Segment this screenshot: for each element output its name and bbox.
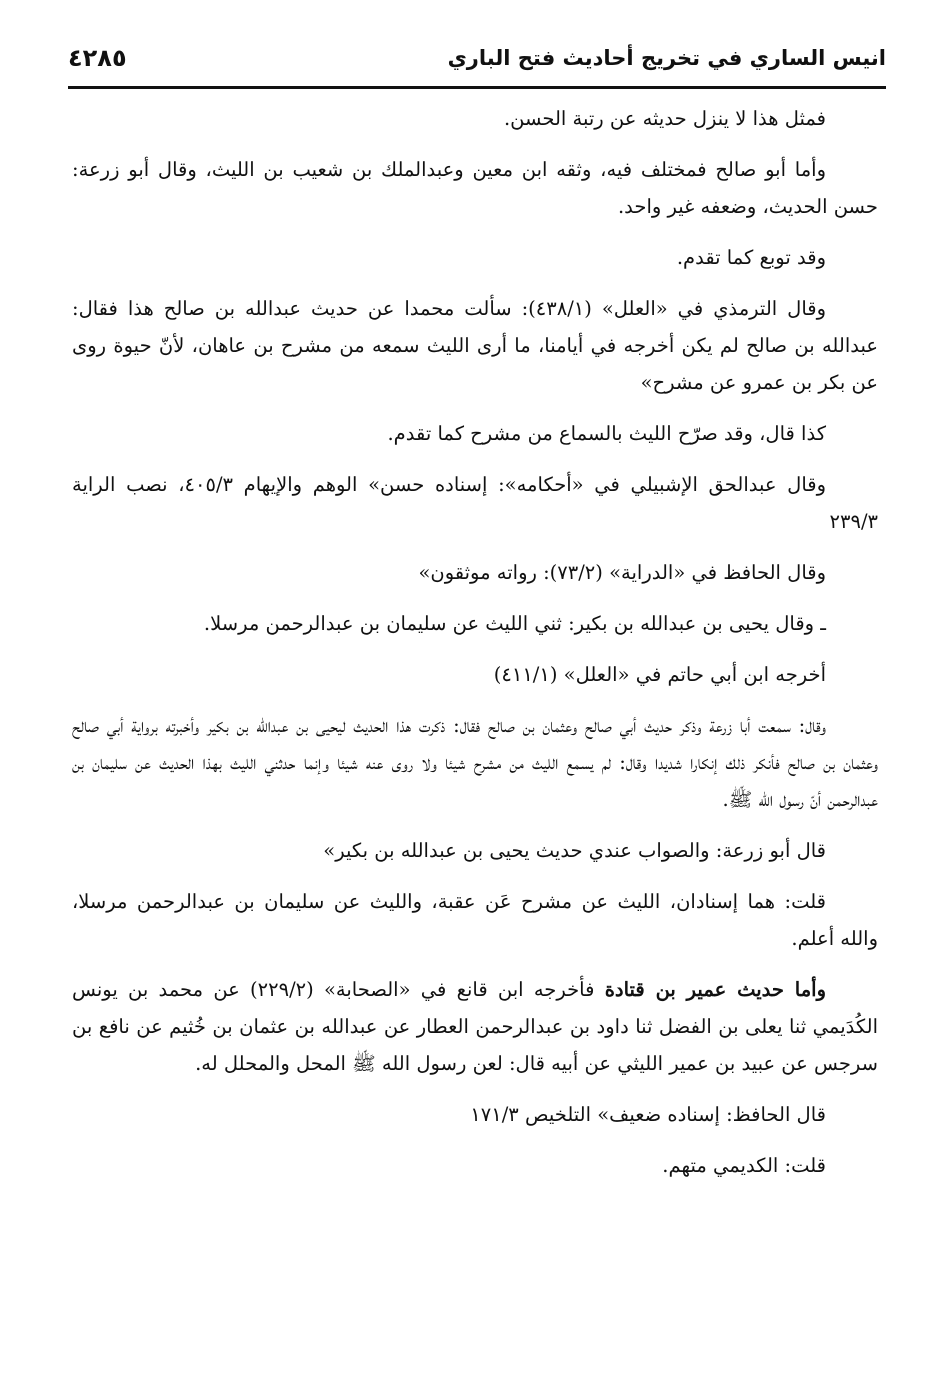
paragraph-11: قال أبو زرعة: والصواب عندي حديث يحيى بن عبدالله بن بكير» (323, 839, 826, 862)
paragraph-13-text: فأخرجه ابن قانع في «الصحابة» (٢٢٩/٢) عن محمد بن يونس الكُدَيمي ثنا يعلى بن الفضل ثنا داود بن عبدالرحمن العطار عن عبدالله بن عثمان بن خُثيم عن نافع بن سرجس عن عبيد بن عمير الليثي عن أبيه قال: لعن رسول الله ﷺ المحل والمحلل له. (72, 978, 878, 1075)
paragraph-12: قلت: هما إسنادان، الليث عن مشرح عَن عقبة، والليث عن سليمان بن عبدالرحمن مرسلا، والله أعلم. (72, 890, 878, 950)
header-divider (68, 86, 886, 89)
running-title: انيس الساري في تخريج أحاديث فتح الباري (447, 46, 886, 70)
paragraph-8: ـ وقال يحيى بن عبدالله بن بكير: ثني الليث عن سليمان بن عبدالرحمن مرسلا. (203, 612, 826, 635)
paragraph-15: قلت: الكديمي متهم. (662, 1154, 826, 1177)
paragraph-5: كذا قال، وقد صرّح الليث بالسماع من مشرح كما تقدم. (387, 422, 826, 445)
page-body (72, 100, 878, 1198)
paragraph-3: وقد توبع كما تقدم. (676, 246, 826, 269)
paragraph-6: وقال عبدالحق الإشبيلي في «أحكامه»: إسناده حسن» الوهم والإيهام ٤٠٥/٣، نصب الراية ٢٣٩/٣ (72, 473, 878, 533)
paragraph-14: قال الحافظ: إسناده ضعيف» التلخيص ١٧١/٣ (470, 1103, 826, 1126)
paragraph-13 (72, 971, 878, 1082)
paragraph-7: وقال الحافظ في «الدراية» (٧٣/٢): رواته موثقون» (418, 561, 826, 584)
paragraph-4: وقال الترمذي في «العلل» (٤٣٨/١): سألت محمدا عن حديث عبدالله بن صالح هذا فقال: عبدالله بن صالح لم يكن أخرجه في أيامنا، ما أرى الليث سمعه من مشرح بن عاهان، لأنّ حيوة روى عن بكر بن عمرو عن مشرح» (72, 297, 878, 394)
paragraph-1: فمثل هذا لا ينزل حديثه عن رتبة الحسن. (503, 107, 826, 130)
paragraph-2: وأما أبو صالح فمختلف فيه، وثقه ابن معين وعبدالملك بن شعيب بن الليث، وقال أبو زرعة: حسن الحديث، وضعفه غير واحد. (72, 158, 878, 218)
page-header (68, 42, 886, 84)
paragraph-9: أخرجه ابن أبي حاتم في «العلل» (٤١١/١) (493, 663, 826, 686)
paragraph-10: وقال: سمعت أبا زرعة وذكر حديث أبي صالح وعثمان بن صالح فقال: ذكرت هذا الحديث ليحيى بن عبدالله بن بكير وأخبرته برواية أبي صالح وعثمان بن صالح فأنكر ذلك إنكارا شديدا وقال: لم يسمع الليث من مشرح شيئا ولا روى عنه شيئا وإنما حدثني الليث بهذا الحديث عن سليمان بن عبدالرحمن أنّ رسول الله ﷺ. (72, 714, 878, 811)
section-lead-bold: وأما حديث عمير بن قتادة (604, 978, 826, 1001)
page-number: ٤٢٨٥ (68, 44, 127, 72)
